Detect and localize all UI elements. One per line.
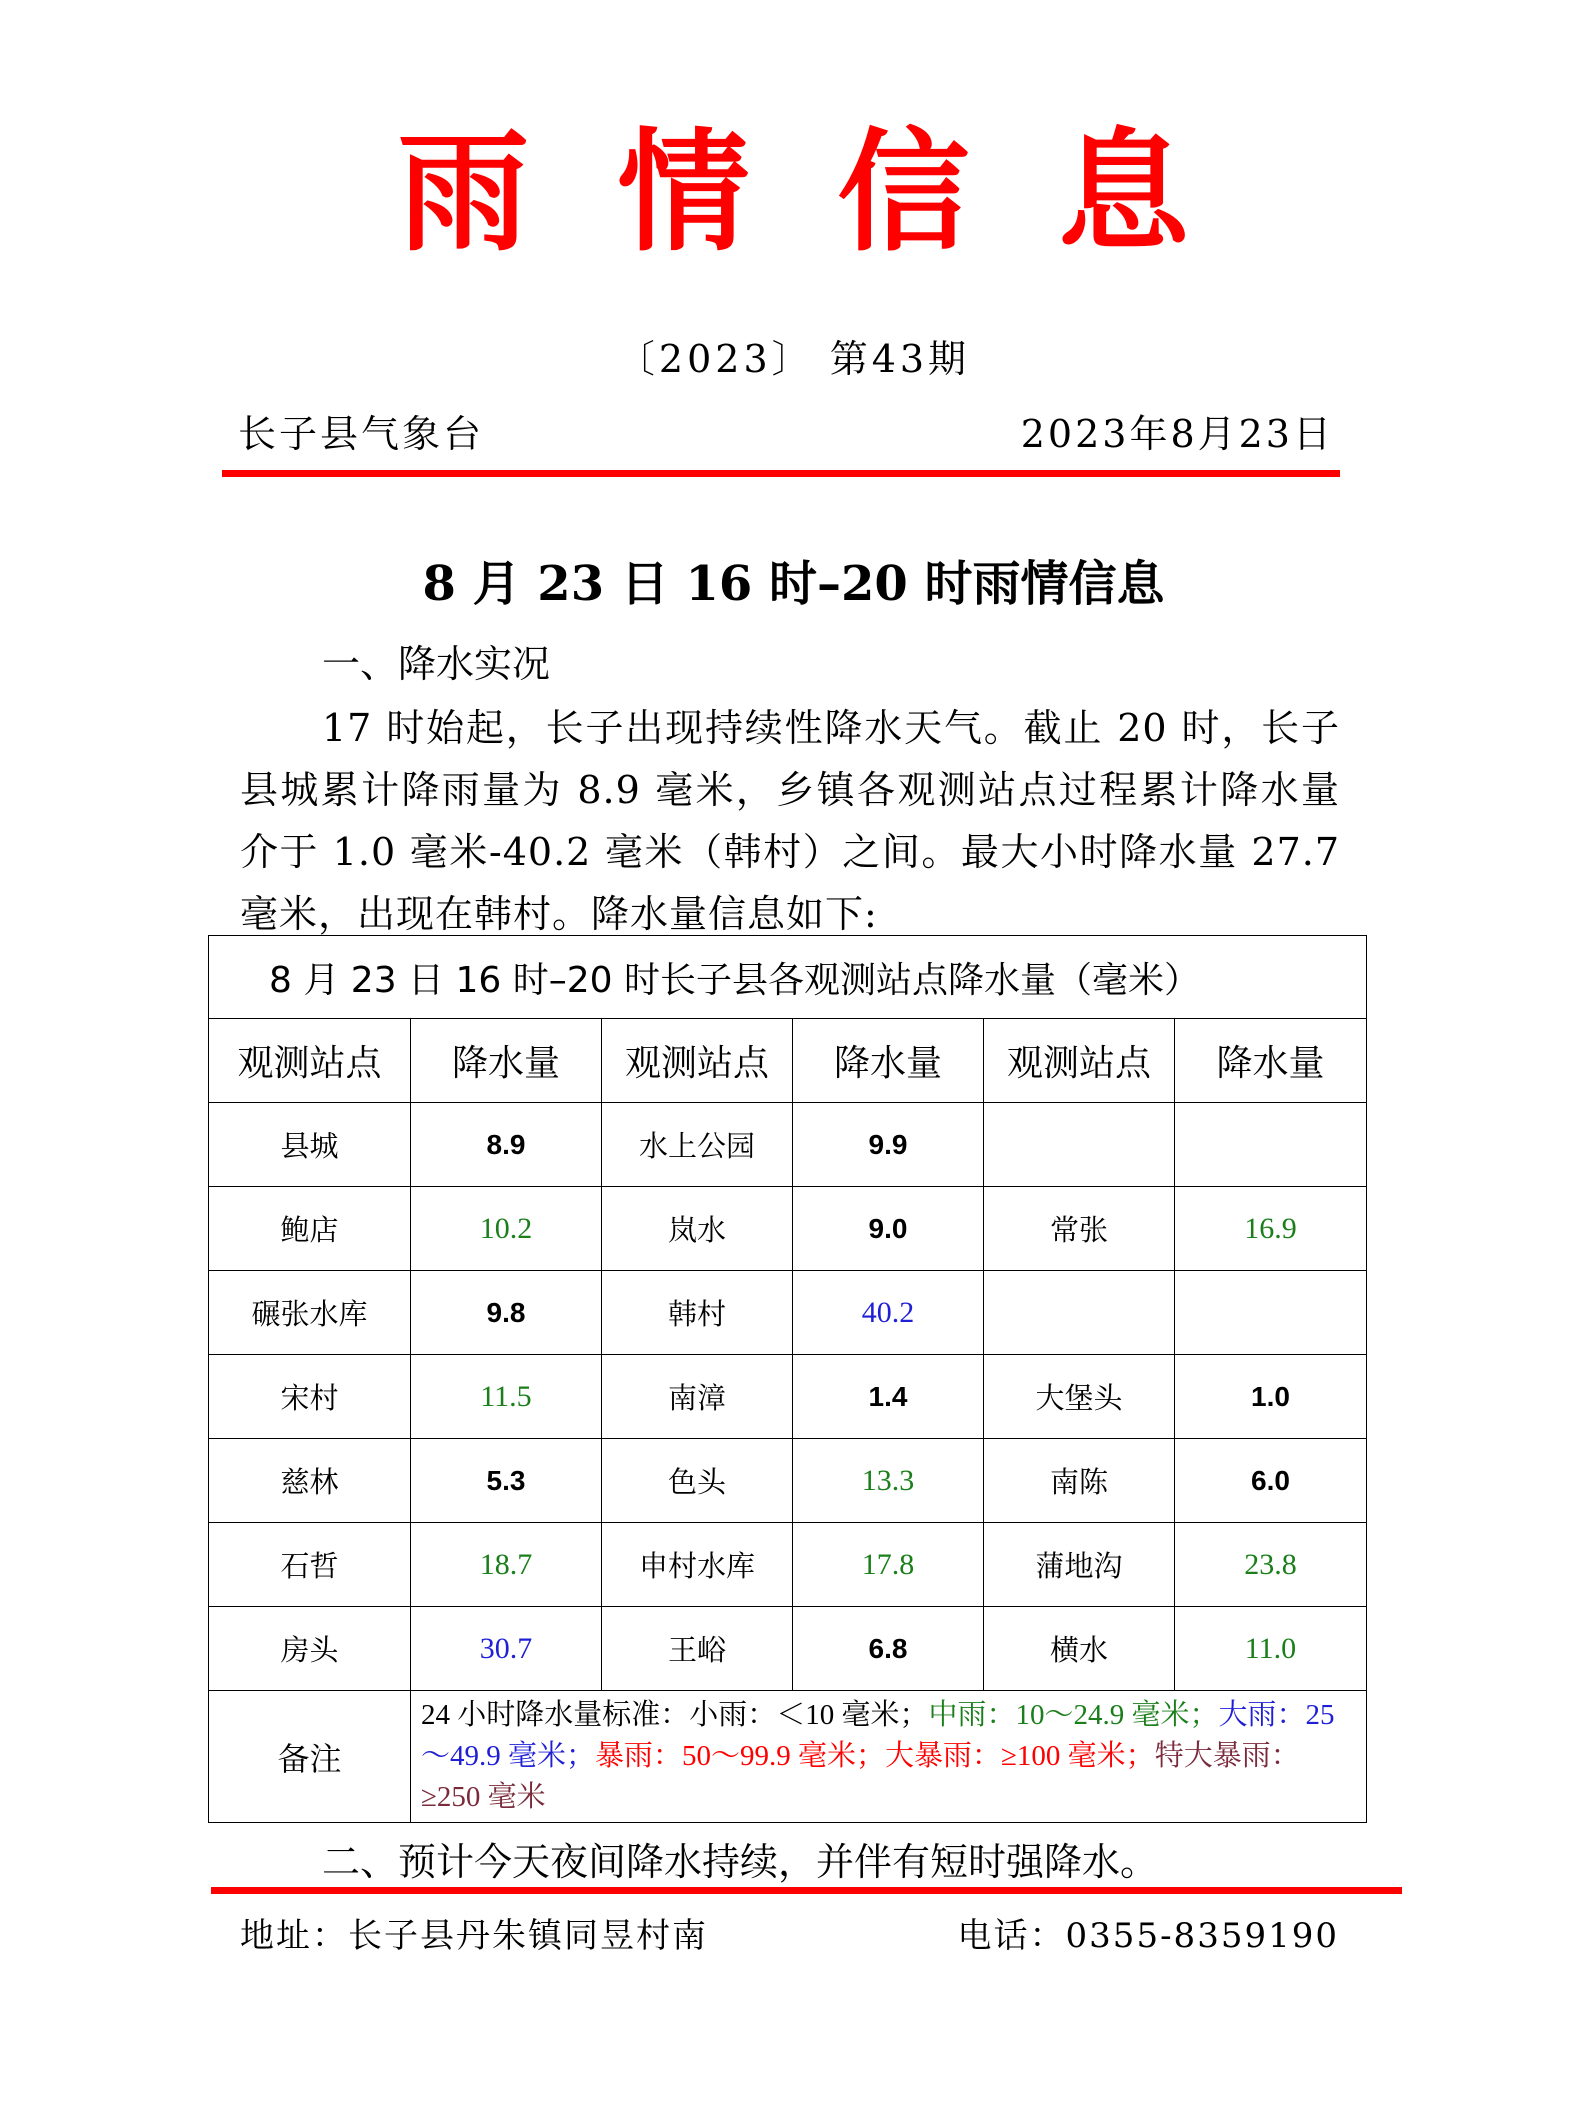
header-station: 观测站点 [602, 1019, 793, 1103]
rainfall-value-cell: 1.4 [793, 1355, 984, 1439]
rainfall-value-cell: 9.0 [793, 1187, 984, 1271]
station-name-cell: 县城 [209, 1103, 411, 1187]
note-segment: 特大暴雨：≥250 毫米 [421, 1740, 1300, 1813]
section-1-text: 17 时始起，长子出现持续性降水天气。截止 20 时，长子县城累计降雨量为 8.9 毫米，乡镇各观测站点过程累计降水量介于 1.0 毫米-40.2 毫米（韩村）之间。最大小时降水量 27.7 毫米，出现在韩村。降水量信息如下: [240, 706, 1340, 936]
station-name-cell: 碾张水库 [209, 1271, 411, 1355]
rainfall-value-cell [1175, 1271, 1367, 1355]
station-name-cell: 韩村 [602, 1271, 793, 1355]
station-name-cell: 南陈 [984, 1439, 1175, 1523]
station-name-cell: 岚水 [602, 1187, 793, 1271]
section-1-paragraph [240, 697, 1340, 945]
rainfall-value-cell [1175, 1103, 1367, 1187]
section-1-heading: 一、降水实况 [322, 642, 551, 686]
rainfall-value-cell: 6.8 [793, 1607, 984, 1691]
station-name-cell: 鲍店 [209, 1187, 411, 1271]
rainfall-value-cell: 16.9 [1175, 1187, 1367, 1271]
rainfall-value-cell: 17.8 [793, 1523, 984, 1607]
rainfall-value-cell: 8.9 [411, 1103, 602, 1187]
rainfall-value-cell: 13.3 [793, 1439, 984, 1523]
rainfall-value-cell: 6.0 [1175, 1439, 1367, 1523]
table-row [209, 1355, 1367, 1439]
note-segment: 暴雨：50～99.9 毫米；大暴雨：≥100 毫米； [595, 1740, 1155, 1772]
station-name-cell: 慈林 [209, 1439, 411, 1523]
table-header-row [209, 1019, 1367, 1103]
rainfall-value-cell: 9.8 [411, 1271, 602, 1355]
issue-number: 〔2023〕 第43期 [616, 337, 971, 381]
station-name-cell: 申村水库 [602, 1523, 793, 1607]
table-caption: 8 月 23 日 16 时–20 时长子县各观测站点降水量（毫米） [209, 936, 1367, 1019]
station-name-cell: 房头 [209, 1607, 411, 1691]
header-rainfall: 降水量 [411, 1019, 602, 1103]
footer-address: 地址：长子县丹朱镇同昱村南 [240, 1916, 708, 1956]
station-name-cell: 常张 [984, 1187, 1175, 1271]
rainfall-value-cell: 5.3 [411, 1439, 602, 1523]
rainfall-value-cell: 23.8 [1175, 1523, 1367, 1607]
rainfall-value-cell: 40.2 [793, 1271, 984, 1355]
rainfall-value-cell: 1.0 [1175, 1355, 1367, 1439]
station-name-cell: 横水 [984, 1607, 1175, 1691]
rainfall-value-cell: 11.0 [1175, 1607, 1367, 1691]
footer-divider [211, 1887, 1402, 1894]
rainfall-value-cell: 18.7 [411, 1523, 602, 1607]
issuing-organization: 长子县气象台 [238, 412, 485, 456]
note-label: 备注 [209, 1691, 411, 1823]
station-name-cell [984, 1103, 1175, 1187]
table-row [209, 1439, 1367, 1523]
section-2-heading: 二、预计今天夜间降水持续，并伴有短时强降水。 [322, 1840, 1159, 1884]
note-row [209, 1691, 1367, 1823]
note-text [411, 1691, 1367, 1823]
station-name-cell: 宋村 [209, 1355, 411, 1439]
note-segment: 中雨：10～24.9 毫米； [928, 1699, 1219, 1731]
header-divider [222, 470, 1340, 477]
station-name-cell: 南漳 [602, 1355, 793, 1439]
note-segment: 24 小时降水量标准：小雨：＜10 毫米； [421, 1699, 929, 1731]
rainfall-value-cell: 9.9 [793, 1103, 984, 1187]
header-rainfall: 降水量 [793, 1019, 984, 1103]
rainfall-value-cell: 11.5 [411, 1355, 602, 1439]
rainfall-value-cell: 10.2 [411, 1187, 602, 1271]
table-row [209, 1523, 1367, 1607]
footer-phone: 电话：0355-8359190 [957, 1916, 1339, 1956]
rainfall-table [208, 935, 1367, 1823]
document-title: 8 月 23 日 16 时–20 时雨情信息 [422, 556, 1165, 612]
masthead-title: 雨情信息 [397, 115, 1278, 270]
station-name-cell [984, 1271, 1175, 1355]
header-station: 观测站点 [984, 1019, 1175, 1103]
station-name-cell: 蒲地沟 [984, 1523, 1175, 1607]
table-row [209, 1607, 1367, 1691]
rainfall-value-cell: 30.7 [411, 1607, 602, 1691]
note-segment: 大雨：25～49.9 毫米； [421, 1699, 1335, 1772]
station-name-cell: 大堡头 [984, 1355, 1175, 1439]
station-name-cell: 王峪 [602, 1607, 793, 1691]
header-station: 观测站点 [209, 1019, 411, 1103]
station-name-cell: 水上公园 [602, 1103, 793, 1187]
table-row [209, 1103, 1367, 1187]
table-row [209, 1271, 1367, 1355]
issue-date: 2023年8月23日 [1020, 412, 1334, 456]
table-row [209, 1187, 1367, 1271]
header-rainfall: 降水量 [1175, 1019, 1367, 1103]
station-name-cell: 色头 [602, 1439, 793, 1523]
station-name-cell: 石哲 [209, 1523, 411, 1607]
